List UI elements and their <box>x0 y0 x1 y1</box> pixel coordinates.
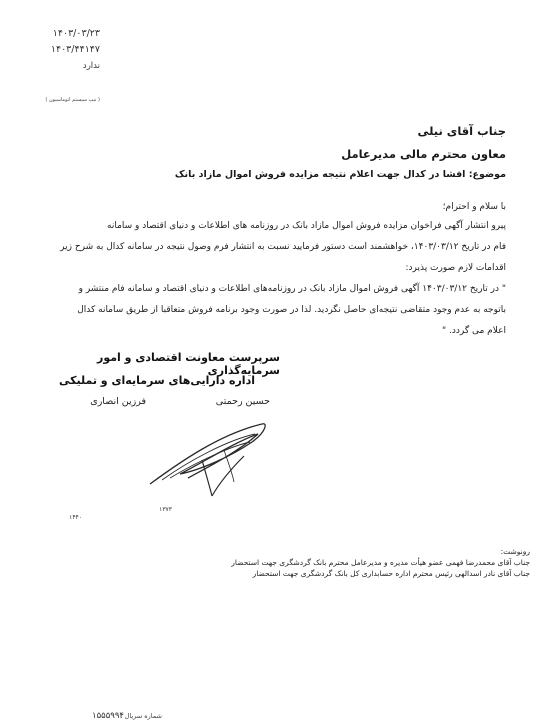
letter-subject: موضوع: افشا در کدال جهت اعلام نتیجه مزایده فروش اموال مازاد بانک <box>174 169 506 180</box>
signature-code-right: ۱۳۷۳ <box>159 506 172 513</box>
recipient-name: جناب آقای نیلی <box>417 124 506 138</box>
signer-name-left: فرزین انصاری <box>90 396 146 407</box>
letter-number: ۱۴۰۳/۴۴۱۴۷ <box>50 44 100 55</box>
body-line: باتوجه به عدم وجود متقاضی نتیجه‌ای حاصل نگردید. لذا در صورت وجود برنامه فروش متعاقبا از طریق سامانه کدال <box>77 305 506 315</box>
body-line: اعلام می گردد. " <box>442 326 506 336</box>
serial-number: ۱۵۵۵۹۹۴ <box>92 711 124 721</box>
letter-date: ۱۴۰۳/۰۳/۲۳ <box>52 28 100 39</box>
body-line: پیرو انتشار آگهی فراخوان مزایده فروش اموال مازاد بانک در روزنامه های اطلاعات و دنیای اقتصاد و سامانه <box>107 221 506 231</box>
signer-name-right: حسین رحمتی <box>215 396 270 407</box>
body-line: اقدامات لازم صورت پذیرد: <box>405 263 506 273</box>
recipient-title: معاون محترم مالی مدیرعامل <box>341 147 506 161</box>
signature-org-line2: اداره دارایی‌های سرمایه‌ای و تملیکی <box>58 374 255 387</box>
signature-code-left: ۱۴۴۰ <box>69 514 82 521</box>
body-line: فام در تاریخ ۱۴۰۳/۰۳/۱۲، خواهشمند است دستور فرمایید نسبت به انتشار فرم وصول نتیجه در سامانه کدال به شرح زیر <box>60 242 506 252</box>
body-paragraph <box>36 216 506 342</box>
serial-label: شماره سریال : <box>120 712 162 720</box>
system-note: ( تیپ سیستم اتوماسیون ) <box>45 97 100 103</box>
cc-line: جناب آقای محمدرضا فهمی عضو هیأت مدیره و مدیرعامل محترم بانک گردشگری جهت استحضار <box>231 558 530 567</box>
letter-attachment: ندارد <box>82 61 100 71</box>
handwritten-signature <box>140 412 280 502</box>
body-line: " در تاریخ ۱۴۰۳/۰۳/۱۲ آگهی فروش اموال مازاد بانک در روزنامه‌های اطلاعات و دنیای اقتصاد و سامانه فام منتشر و <box>78 284 506 294</box>
cc-line: جناب آقای نادر اسدالهی رئیس محترم اداره حسابداری کل بانک گردشگری جهت استحضار <box>252 569 530 578</box>
signature-org-line1: سرپرست معاونت اقتصادی و امور سرمایه‌گذاری <box>97 351 280 377</box>
cc-heading: رونوشت: <box>500 547 530 556</box>
greeting: با سلام و احترام؛ <box>442 202 506 212</box>
